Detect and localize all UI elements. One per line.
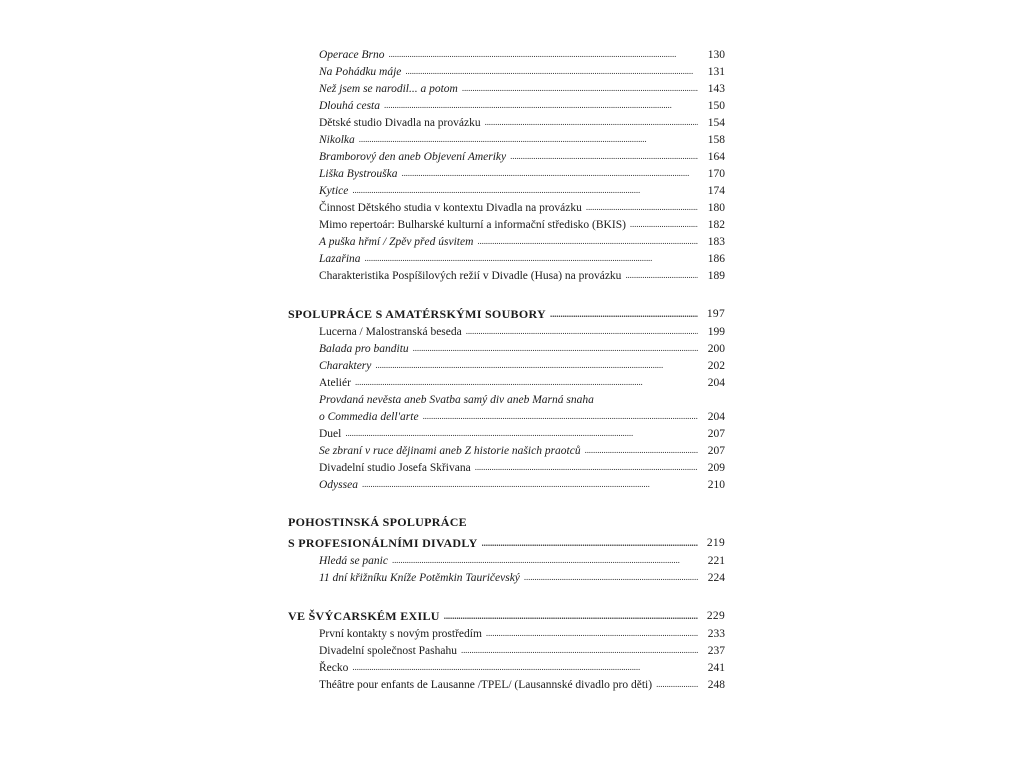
toc-entry-page: 170 [707, 168, 725, 180]
toc-section-heading [288, 535, 725, 552]
toc-entry-page: 180 [707, 202, 725, 214]
toc-entry [319, 149, 725, 166]
toc-entry-title: Duel [319, 428, 342, 440]
toc-entry-page: 237 [707, 645, 725, 657]
dot-leader [462, 80, 698, 94]
toc-entry [319, 217, 725, 234]
dot-leader [388, 46, 698, 60]
toc-entry-page: 209 [707, 462, 725, 474]
toc-section-heading-line1: POHOSTINSKÁ SPOLUPRÁCE [288, 515, 467, 529]
dot-leader [630, 216, 698, 230]
toc-entry [319, 375, 725, 392]
toc-entry-title: Na Pohádku máje [319, 66, 402, 78]
toc-entry [319, 426, 725, 443]
section-page: 229 [706, 610, 725, 622]
toc-entry [319, 677, 725, 694]
toc-entry-title: Lazařina [319, 253, 361, 265]
toc-entry-title: Se zbraní v ruce dějinami aneb Z historie našich praotců [319, 445, 581, 457]
toc-entry-title: Théâtre pour enfants de Lausanne /TPEL/ (Lausannské divadlo pro děti) [319, 679, 653, 691]
toc-entry-page: 204 [707, 377, 725, 389]
toc-entry-title: Charakteristika Pospíšilových režií v Divadle (Husa) na provázku [319, 270, 622, 282]
section-title: S PROFESIONÁLNÍMI DIVADLY [288, 536, 478, 550]
toc-entry-title: Operace Brno [319, 49, 385, 61]
dot-leader [352, 182, 698, 196]
toc-entry-page: 202 [707, 360, 725, 372]
dot-leader [362, 476, 698, 490]
toc-entry [319, 183, 725, 200]
toc-entry [319, 460, 725, 477]
section-title: SPOLUPRÁCE S AMATÉRSKÝMI SOUBORY [288, 307, 546, 321]
toc-entry-title: Charaktery [319, 360, 372, 372]
toc-entry [319, 47, 725, 64]
toc-entry-title: A puška hřmí / Zpěv před úsvitem [319, 236, 474, 248]
dot-leader [423, 408, 698, 422]
dot-leader [401, 165, 698, 179]
toc-entry-title: Kytice [319, 185, 349, 197]
toc-entry-title: Bramborový den aneb Objevení Ameriky [319, 151, 507, 163]
toc-entry-title: První kontakty s novým prostředím [319, 628, 482, 640]
dot-leader [405, 63, 698, 77]
dot-leader [359, 131, 698, 145]
dot-leader [625, 267, 698, 281]
toc-entry-title: Odyssea [319, 479, 358, 491]
toc-entry-title: Mimo repertoár: Bulharské kulturní a informační středisko (BKIS) [319, 219, 626, 231]
toc-entry [319, 166, 725, 183]
toc-entry [319, 64, 725, 81]
toc-entry [319, 81, 725, 98]
toc-entry [319, 626, 725, 643]
toc-section-heading [288, 608, 725, 625]
toc-entry [319, 98, 725, 115]
toc-entry-title-line2: o Commedia dell'arte [319, 411, 419, 423]
toc-entry [319, 341, 725, 358]
toc-entry-page: 210 [707, 479, 725, 491]
toc-entry-title: Činnost Dětského studia v kontextu Divadla na provázku [319, 202, 582, 214]
toc-entry-title: Nikolka [319, 134, 355, 146]
toc-entry-page: 199 [707, 326, 725, 338]
dot-leader [365, 250, 698, 264]
toc-entry [319, 234, 725, 251]
toc-entry [319, 443, 725, 460]
toc-entry-title: 11 dní křižníku Kníže Potěmkin Tauričevský [319, 572, 520, 584]
dot-leader [510, 148, 698, 162]
toc-entry-page: 183 [707, 236, 725, 248]
dot-leader [375, 357, 698, 371]
toc-entry-title: Řecko [319, 662, 349, 674]
toc-entry [319, 200, 725, 217]
toc-entry-title-line1: Provdaná nevěsta aneb Svatba samý div aneb Marná snaha [319, 394, 594, 406]
section-page: 219 [706, 537, 725, 549]
toc-entry-title: Ateliér [319, 377, 351, 389]
toc-entry-page: 189 [707, 270, 725, 282]
dot-leader [444, 607, 698, 621]
toc-entry-page: 182 [707, 219, 725, 231]
toc-entry-page: 164 [707, 151, 725, 163]
toc-entry-page: 131 [707, 66, 725, 78]
toc-section-heading [288, 306, 725, 323]
dot-leader [461, 642, 698, 656]
toc-entry [319, 553, 725, 570]
toc-entry-page: 174 [707, 185, 725, 197]
dot-leader [477, 233, 698, 247]
toc-entry-title: Lucerna / Malostranská beseda [319, 326, 462, 338]
toc-entry [319, 477, 725, 494]
toc-entry [319, 115, 725, 132]
toc-entry-title: Dětské studio Divadla na provázku [319, 117, 481, 129]
toc-entry-page: 207 [707, 428, 725, 440]
toc-entry-page: 150 [707, 100, 725, 112]
dot-leader [355, 374, 698, 388]
toc-entry-page: 248 [707, 679, 725, 691]
toc-entry [319, 660, 725, 677]
dot-leader [482, 534, 698, 548]
toc-entry-title: Liška Bystrouška [319, 168, 398, 180]
dot-leader [466, 323, 698, 337]
toc-entry-page: 200 [707, 343, 725, 355]
section-title: VE ŠVÝCARSKÉM EXILU [288, 609, 440, 623]
toc-entry-title: Než jsem se narodil... a potom [319, 83, 458, 95]
toc-entry [319, 643, 725, 660]
toc-entry-page: 186 [707, 253, 725, 265]
dot-leader [586, 199, 698, 213]
dot-leader [485, 114, 698, 128]
toc-entry [319, 570, 725, 587]
toc-entry-page: 241 [707, 662, 725, 674]
dot-leader [486, 625, 698, 639]
toc-entry-page: 143 [707, 83, 725, 95]
toc-entry-page: 204 [707, 411, 725, 423]
toc-entry-title: Balada pro banditu [319, 343, 409, 355]
dot-leader [475, 459, 698, 473]
toc-entry-title: Divadelní studio Josefa Skřivana [319, 462, 471, 474]
dot-leader [384, 97, 698, 111]
dot-leader [352, 659, 698, 673]
toc-entry-title: Divadelní společnost Pashahu [319, 645, 457, 657]
dot-leader [413, 340, 698, 354]
toc-entry-page: 224 [707, 572, 725, 584]
toc-entry-page: 130 [707, 49, 725, 61]
dot-leader [392, 552, 698, 566]
toc-entry-page: 207 [707, 445, 725, 457]
toc-entry-page: 233 [707, 628, 725, 640]
toc-entry-title: Hledá se panic [319, 555, 388, 567]
toc-entry [319, 132, 725, 149]
toc-entry-page: 158 [707, 134, 725, 146]
dot-leader [656, 676, 698, 690]
toc-entry [319, 324, 725, 341]
toc-entry [319, 251, 725, 268]
toc-entry-title: Dlouhá cesta [319, 100, 381, 112]
toc-entry [319, 268, 725, 285]
toc-entry [319, 358, 725, 375]
dot-leader [524, 569, 698, 583]
dot-leader [550, 305, 698, 319]
toc-entry-page: 154 [707, 117, 725, 129]
dot-leader [585, 442, 698, 456]
toc-entry [319, 409, 725, 426]
section-page: 197 [706, 308, 725, 320]
dot-leader [345, 425, 698, 439]
toc-entry-page: 221 [707, 555, 725, 567]
